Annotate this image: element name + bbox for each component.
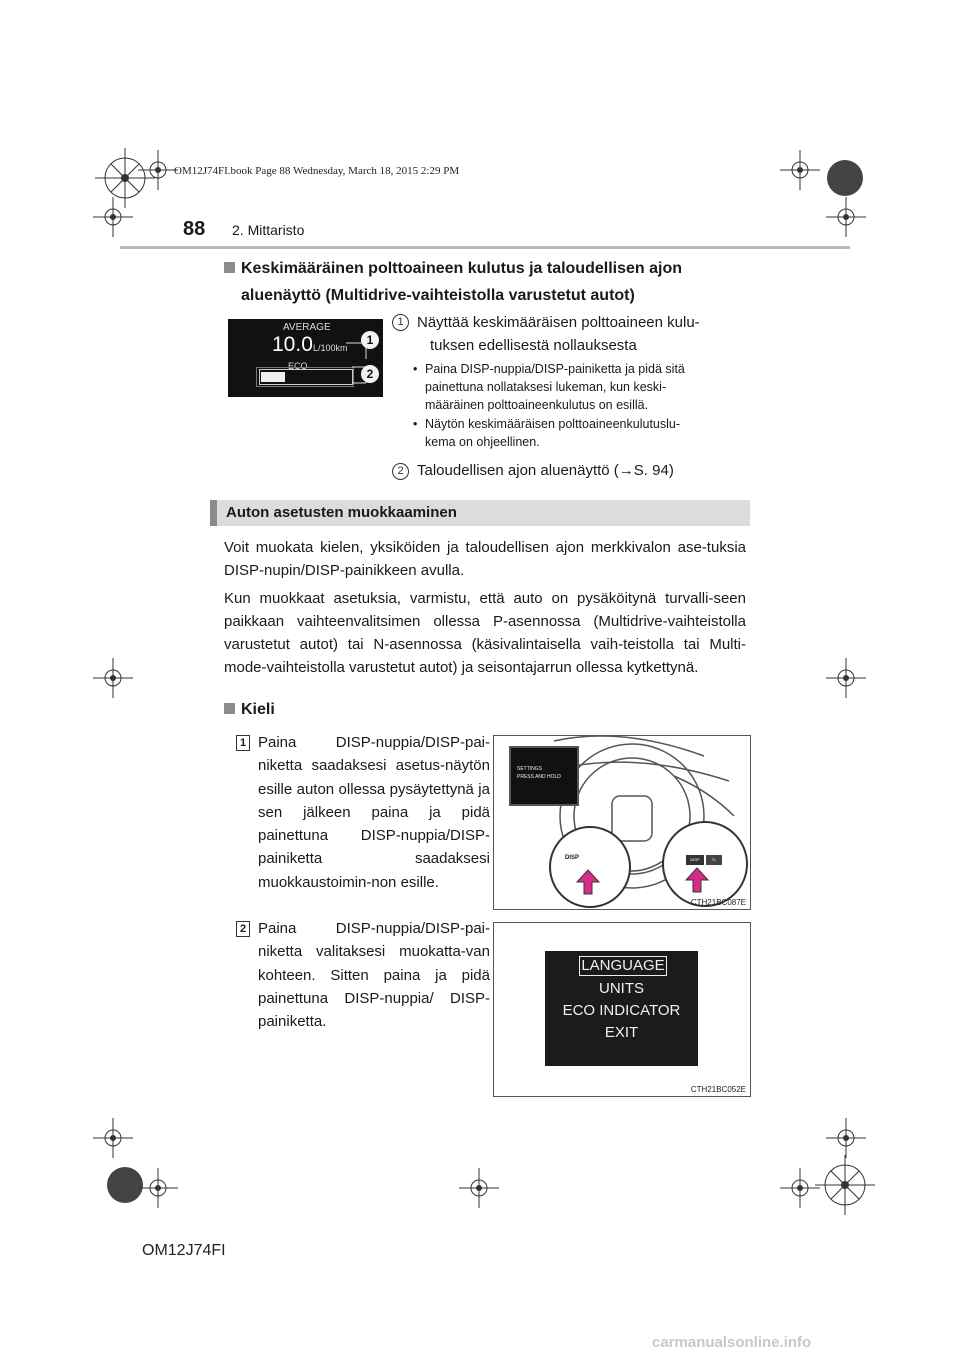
square-bullet-icon bbox=[224, 703, 235, 714]
arrow-up-icon bbox=[684, 866, 710, 894]
item-2-number: 2 bbox=[392, 463, 409, 480]
language-subheading-text: Kieli bbox=[241, 701, 275, 718]
display-value: 10.0 bbox=[272, 333, 313, 356]
paragraph-intro: Voit muokata kielen, yksiköiden ja taloudellisen ajon merkkivalon ase-tuksia DISP-nupin/DISP-painikkeen avulla. bbox=[224, 539, 746, 579]
menu-item-exit: EXIT bbox=[604, 1024, 639, 1041]
item-2-text: Taloudellisen ajon aluenäyttö (→S. 94) bbox=[417, 462, 674, 479]
eco-bar-outer bbox=[256, 367, 354, 387]
menu-item-units: UNITS bbox=[599, 980, 644, 997]
bullet-1-line1: Paina DISP-nuppia/DISP-painiketta ja pidä sitä bbox=[425, 362, 685, 376]
item-1-text-line1: Näyttää keskimääräisen polttoaineen kulu- bbox=[417, 314, 700, 331]
item-1-text bbox=[392, 311, 747, 357]
site-watermark: carmanualsonline.info bbox=[652, 1334, 812, 1351]
settings-section-heading bbox=[210, 500, 750, 526]
crosshair-mark-left-lower bbox=[93, 1118, 133, 1158]
callout-leader-lines bbox=[346, 319, 383, 397]
settings-menu-screen bbox=[545, 951, 698, 1066]
language-subheading bbox=[224, 701, 275, 719]
display-title: AVERAGE bbox=[283, 322, 331, 333]
display-callout-1: 1 bbox=[361, 331, 379, 349]
section-heading-line2: aluenäyttö (Multidrive-vaihteistolla varustetut autot) bbox=[241, 287, 635, 304]
section-heading bbox=[224, 255, 746, 309]
item-1-text-line2: tuksen edellisestä nollauksesta bbox=[430, 337, 637, 354]
average-fuel-display bbox=[228, 319, 383, 397]
disp-knob-label: DISP bbox=[565, 855, 580, 861]
crosshair-mark-bottom-center bbox=[459, 1168, 499, 1208]
crosshair-mark-right-upper bbox=[826, 197, 866, 237]
disp-knob-closeup bbox=[549, 826, 631, 908]
footer-manual-code: OM12J74FI bbox=[142, 1242, 226, 1259]
settings-section-title: Auton asetusten muokkaaminen bbox=[226, 504, 457, 521]
display-unit: L/100km bbox=[313, 343, 348, 353]
crosshair-mark-top-left bbox=[138, 150, 178, 190]
display-callout-2: 2 bbox=[361, 365, 379, 383]
crosshair-mark-left-upper bbox=[93, 197, 133, 237]
item-1 bbox=[392, 311, 747, 451]
bullet-2-line2: kema on ohjeellinen. bbox=[425, 435, 540, 449]
arrow-up-icon bbox=[575, 868, 601, 896]
crosshair-mark-left-middle bbox=[93, 658, 133, 698]
item-2 bbox=[392, 459, 747, 482]
chapter-title: 2. Mittaristo bbox=[232, 222, 305, 238]
disp-button-b: TL bbox=[706, 855, 722, 865]
item-1-number: 1 bbox=[392, 314, 409, 331]
settings-screen bbox=[509, 746, 579, 806]
figure-steering-wheel bbox=[493, 735, 751, 910]
crosshair-mark-right-lower bbox=[826, 1118, 866, 1158]
bullet-1-line3: määräinen polttoaineenkulutus on esillä. bbox=[425, 398, 649, 412]
settings-screen-line1: SETTINGS bbox=[517, 766, 543, 772]
crosshair-mark-top-right bbox=[780, 150, 820, 190]
bullet-1-line2: painettuna nollataksesi lukeman, kun keski- bbox=[425, 380, 667, 394]
paragraph-safety: Kun muokkaat asetuksia, varmistu, että auto on pysäköitynä turvalli-seen paikkaan vaihteenvalitsimen ollessa P-asennossa (Multidrive-vaihteistolla varustetut autot) tai N-asennossa (käsivalintaisella vaih-teistolla tai Multi-mode-vaihteistolla varustetut autot) ja seisontajarrun ollessa kytkettynä. bbox=[224, 590, 746, 676]
section-heading-line1: Keskimääräinen polttoaineen kulutus ja taloudellisen ajon bbox=[241, 260, 682, 277]
square-bullet-icon bbox=[224, 262, 235, 273]
step-2-text: Paina DISP-nuppia/DISP-pai-niketta valitaksesi muokatta-van kohteen. Sitten paina ja pidä painettuna DISP-nuppia/ DISP-painiketta. bbox=[258, 920, 490, 1031]
step-1-number: 1 bbox=[236, 735, 250, 751]
disp-button-a: DISP bbox=[686, 855, 704, 865]
settings-screen-line2: PRESS AND HOLD bbox=[517, 774, 561, 780]
heading-accent-bar bbox=[210, 500, 217, 526]
figure-2-caption: CTH21BC052E bbox=[690, 1085, 746, 1094]
crosshair-mark-right-middle bbox=[826, 658, 866, 698]
book-header: OM12J74FI.book Page 88 Wednesday, March 18, 2015 2:29 PM bbox=[174, 165, 460, 177]
header-rule bbox=[120, 246, 850, 249]
figure-settings-menu bbox=[493, 922, 751, 1097]
eco-label: ECO bbox=[288, 361, 308, 371]
item-1-bullet-1: • Paina DISP-nuppia/DISP-painiketta ja pidä sitä painettuna nollataksesi lukeman, kun keski- määräinen polttoaineenkulutus on esillä. bbox=[392, 360, 747, 414]
page-number: 88 bbox=[183, 218, 206, 240]
disp-button-closeup bbox=[662, 821, 748, 907]
menu-item-language: LANGUAGE bbox=[579, 956, 667, 976]
bullet-2-line1: Näytön keskimääräisen polttoaineenkulutuslu- bbox=[425, 417, 681, 431]
step-2-number: 2 bbox=[236, 921, 250, 937]
figure-1-caption: CTH21BC087E bbox=[690, 898, 746, 907]
item-1-bullet-2: • Näytön keskimääräisen polttoaineenkulutuslu- kema on ohjeellinen. bbox=[392, 415, 747, 451]
registration-mark-bottom-right bbox=[815, 1155, 875, 1215]
crosshair-mark-bottom-right bbox=[780, 1168, 820, 1208]
step-1-text: Paina DISP-nuppia/DISP-pai-niketta saadaksesi asetus-näytön esille auton ollessa pysäytettynä ja sen jälkeen paina ja pidä painettuna DISP-nuppia/DISP-painiketta saadaksesi muokkaustoimin-non esille. bbox=[258, 734, 490, 891]
menu-item-eco-indicator: ECO INDICATOR bbox=[562, 1002, 681, 1019]
crosshair-mark-bottom-left bbox=[138, 1168, 178, 1208]
